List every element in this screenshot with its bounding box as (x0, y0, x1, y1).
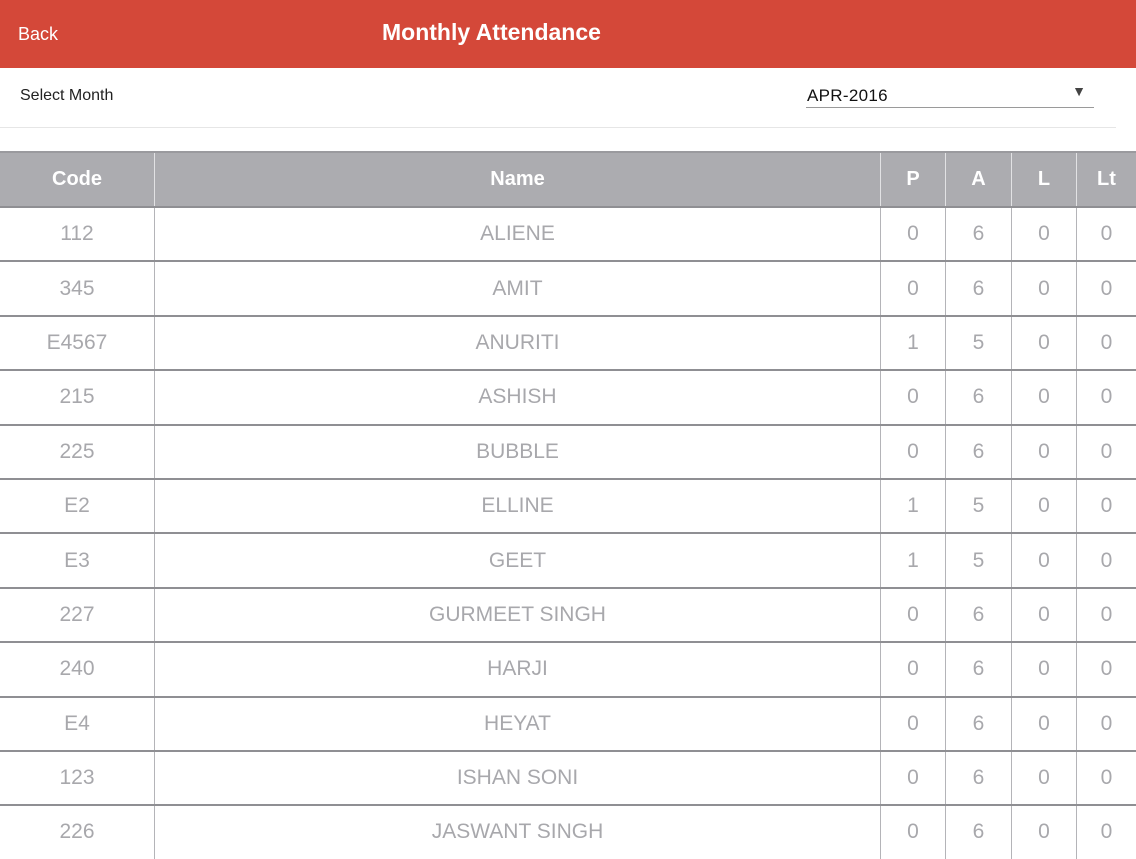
cell-lt: 0 (1100, 820, 1113, 844)
page-title: Monthly Attendance (382, 19, 601, 45)
cell-p: 0 (881, 262, 946, 314)
app-header (0, 0, 1136, 68)
cell-p: 0 (881, 426, 946, 478)
month-filter-row (0, 68, 1136, 128)
cell-name: ELLINE (155, 480, 881, 532)
cell-a: 6 (946, 698, 1012, 750)
cell-p: 0 (881, 643, 946, 695)
cell-a: 5 (946, 480, 1012, 532)
cell-a: 6 (946, 208, 1012, 260)
cell-lt: 0 (1100, 711, 1113, 735)
table-body (0, 206, 1136, 859)
table-row[interactable] (0, 587, 1136, 641)
cell-l: 0 (1012, 752, 1077, 804)
cell-name: BUBBLE (155, 426, 881, 478)
select-month-label: Select Month (20, 87, 114, 104)
dropdown-arrow-icon[interactable]: ▼ (1072, 83, 1086, 99)
cell-p: 0 (881, 208, 946, 260)
column-header-code: Code (0, 153, 155, 206)
cell-lt: 0 (1100, 766, 1113, 790)
cell-p: 0 (881, 806, 946, 858)
cell-l: 0 (1012, 317, 1077, 369)
table-row[interactable] (0, 641, 1136, 695)
cell-l: 0 (1012, 698, 1077, 750)
cell-a: 6 (946, 426, 1012, 478)
cell-p: 0 (881, 698, 946, 750)
table-row[interactable] (0, 369, 1136, 423)
cell-name: AMIT (155, 262, 881, 314)
cell-p: 0 (881, 589, 946, 641)
cell-code: E4567 (0, 317, 155, 369)
cell-a: 6 (946, 806, 1012, 858)
cell-code: 112 (0, 208, 155, 260)
cell-l: 0 (1012, 480, 1077, 532)
cell-a: 5 (946, 317, 1012, 369)
cell-name: HARJI (155, 643, 881, 695)
table-row[interactable] (0, 532, 1136, 586)
column-header-l: L (1012, 153, 1077, 206)
column-header-p: P (881, 153, 946, 206)
cell-p: 1 (881, 317, 946, 369)
column-header-name: Name (155, 153, 881, 206)
cell-code: E4 (0, 698, 155, 750)
cell-l: 0 (1012, 371, 1077, 423)
cell-name: ASHISH (155, 371, 881, 423)
cell-l: 0 (1012, 589, 1077, 641)
cell-l: 0 (1012, 208, 1077, 260)
cell-a: 5 (946, 534, 1012, 586)
cell-p: 0 (881, 752, 946, 804)
cell-a: 6 (946, 589, 1012, 641)
cell-name: GEET (155, 534, 881, 586)
cell-code: 227 (0, 589, 155, 641)
cell-lt: 0 (1100, 548, 1113, 572)
cell-l: 0 (1012, 426, 1077, 478)
cell-l: 0 (1012, 534, 1077, 586)
divider (0, 127, 1116, 128)
cell-p: 1 (881, 534, 946, 586)
cell-lt: 0 (1100, 385, 1113, 409)
cell-lt: 0 (1100, 657, 1113, 681)
cell-l: 0 (1012, 643, 1077, 695)
cell-l: 0 (1012, 262, 1077, 314)
cell-a: 6 (946, 262, 1012, 314)
cell-lt: 0 (1100, 330, 1113, 354)
table-row[interactable] (0, 804, 1136, 858)
cell-p: 0 (881, 371, 946, 423)
back-button[interactable]: Back (18, 24, 59, 44)
cell-lt: 0 (1100, 494, 1113, 518)
cell-lt: 0 (1100, 222, 1113, 246)
cell-a: 6 (946, 752, 1012, 804)
cell-code: E2 (0, 480, 155, 532)
cell-code: 226 (0, 806, 155, 858)
cell-name: GURMEET SINGH (155, 589, 881, 641)
month-dropdown-value: APR-2016 (807, 86, 888, 105)
cell-code: 215 (0, 371, 155, 423)
cell-code: 123 (0, 752, 155, 804)
cell-l: 0 (1012, 806, 1077, 858)
cell-name: ANURITI (155, 317, 881, 369)
cell-name: ISHAN SONI (155, 752, 881, 804)
cell-code: 225 (0, 426, 155, 478)
cell-a: 6 (946, 371, 1012, 423)
table-row[interactable] (0, 696, 1136, 750)
cell-code: E3 (0, 534, 155, 586)
cell-lt: 0 (1100, 439, 1113, 463)
cell-name: JASWANT SINGH (155, 806, 881, 858)
column-header-lt: Lt (1097, 168, 1116, 190)
column-header-a: A (946, 153, 1012, 206)
attendance-table (0, 151, 1136, 859)
cell-name: HEYAT (155, 698, 881, 750)
table-row[interactable] (0, 750, 1136, 804)
cell-lt: 0 (1100, 602, 1113, 626)
table-header-row (0, 151, 1136, 206)
table-row[interactable] (0, 424, 1136, 478)
cell-lt: 0 (1100, 276, 1113, 300)
table-row[interactable] (0, 478, 1136, 532)
cell-p: 1 (881, 480, 946, 532)
cell-name: ALIENE (155, 208, 881, 260)
cell-code: 345 (0, 262, 155, 314)
table-row[interactable] (0, 206, 1136, 260)
cell-code: 240 (0, 643, 155, 695)
table-row[interactable] (0, 315, 1136, 369)
table-row[interactable] (0, 260, 1136, 314)
cell-a: 6 (946, 643, 1012, 695)
month-dropdown[interactable] (806, 82, 1094, 108)
